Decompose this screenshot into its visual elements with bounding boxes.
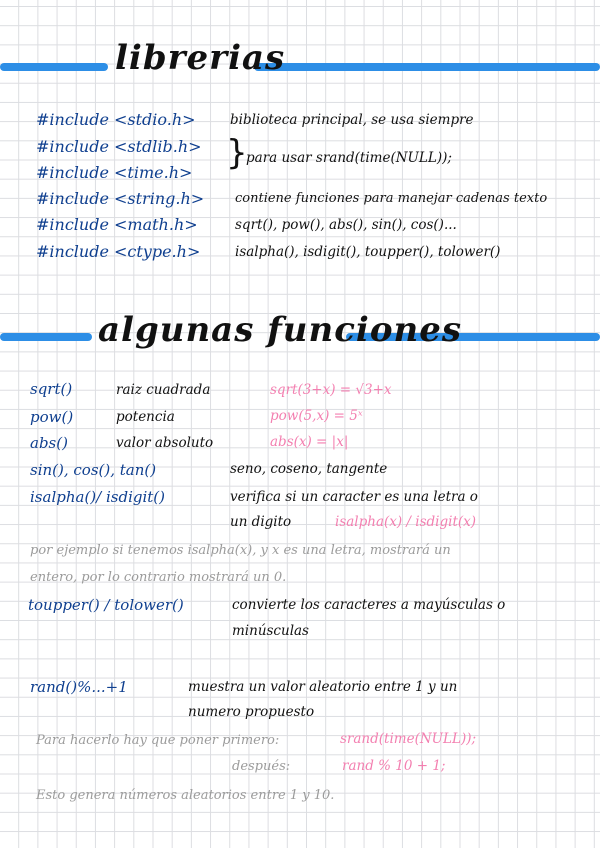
fn-sqrt: sqrt()	[30, 380, 73, 398]
fn-abs: abs()	[30, 434, 68, 452]
title-bar-right-1	[254, 63, 600, 71]
title-bar-left-2	[0, 333, 92, 341]
fn-isalpha-desc-2: un digito	[230, 514, 292, 530]
fn-pow-example: pow(5,x) = 5ˣ	[270, 408, 363, 424]
fn-isalpha-example: isalpha(x) / isdigit(x)	[335, 514, 477, 530]
include-string: #include <string.h>	[36, 189, 205, 208]
include-math: #include <math.h>	[36, 215, 198, 234]
rand-note-code-1: srand(time(NULL));	[340, 731, 477, 747]
isalpha-note-2: entero, por lo contrario mostrará un 0.	[30, 570, 287, 585]
include-stdio-desc: biblioteca principal, se usa siempre	[230, 112, 474, 128]
fn-trig-desc: seno, coseno, tangente	[230, 461, 388, 477]
fn-abs-desc: valor absoluto	[116, 435, 214, 451]
fn-pow-desc: potencia	[116, 409, 175, 425]
brace-note: para usar srand(time(NULL));	[246, 150, 452, 166]
include-time: #include <time.h>	[36, 163, 193, 182]
rand-note-3: Esto genera números aleatorios entre 1 y 10.	[36, 788, 335, 803]
fn-isalpha-desc-1: verifica si un caracter es una letra o	[230, 489, 478, 505]
fn-rand: rand()%...+1	[30, 678, 128, 696]
fn-toupper-desc-2: minúsculas	[232, 623, 309, 639]
include-string-desc: contiene funciones para manejar cadenas texto	[235, 191, 548, 206]
include-ctype: #include <ctype.h>	[36, 242, 201, 261]
include-ctype-desc: isalpha(), isdigit(), toupper(), tolower()	[235, 244, 501, 260]
include-stdlib: #include <stdlib.h>	[36, 137, 202, 156]
isalpha-note-1: por ejemplo si tenemos isalpha(x), y x es una letra, mostrará un	[30, 543, 451, 558]
title-bar-left-1	[0, 63, 108, 71]
section-title-funciones: algunas funciones	[98, 310, 463, 350]
include-math-desc: sqrt(), pow(), abs(), sin(), cos()...	[235, 217, 457, 233]
fn-isalpha: isalpha()/ isdigit()	[30, 488, 165, 506]
fn-sqrt-desc: raiz cuadrada	[116, 382, 211, 398]
rand-note-code-2: rand % 10 + 1;	[342, 758, 446, 774]
fn-rand-desc-2: numero propuesto	[188, 704, 315, 720]
rand-note-label-1: Para hacerlo hay que poner primero:	[36, 733, 280, 748]
brace-stdlib-time: }	[226, 133, 248, 173]
fn-toupper-desc-1: convierte los caracteres a mayúsculas o	[232, 597, 506, 613]
fn-abs-example: abs(x) = |x|	[270, 434, 349, 450]
fn-sqrt-example: sqrt(3+x) = √3+x	[270, 382, 392, 398]
fn-rand-desc-1: muestra un valor aleatorio entre 1 y un	[188, 679, 458, 695]
fn-pow: pow()	[30, 408, 74, 426]
fn-toupper: toupper() / tolower()	[28, 596, 184, 614]
include-stdio: #include <stdio.h>	[36, 110, 196, 129]
fn-trig: sin(), cos(), tan()	[30, 461, 157, 479]
section-title-librerias: librerias	[115, 38, 286, 78]
rand-note-label-2: después:	[232, 759, 291, 774]
